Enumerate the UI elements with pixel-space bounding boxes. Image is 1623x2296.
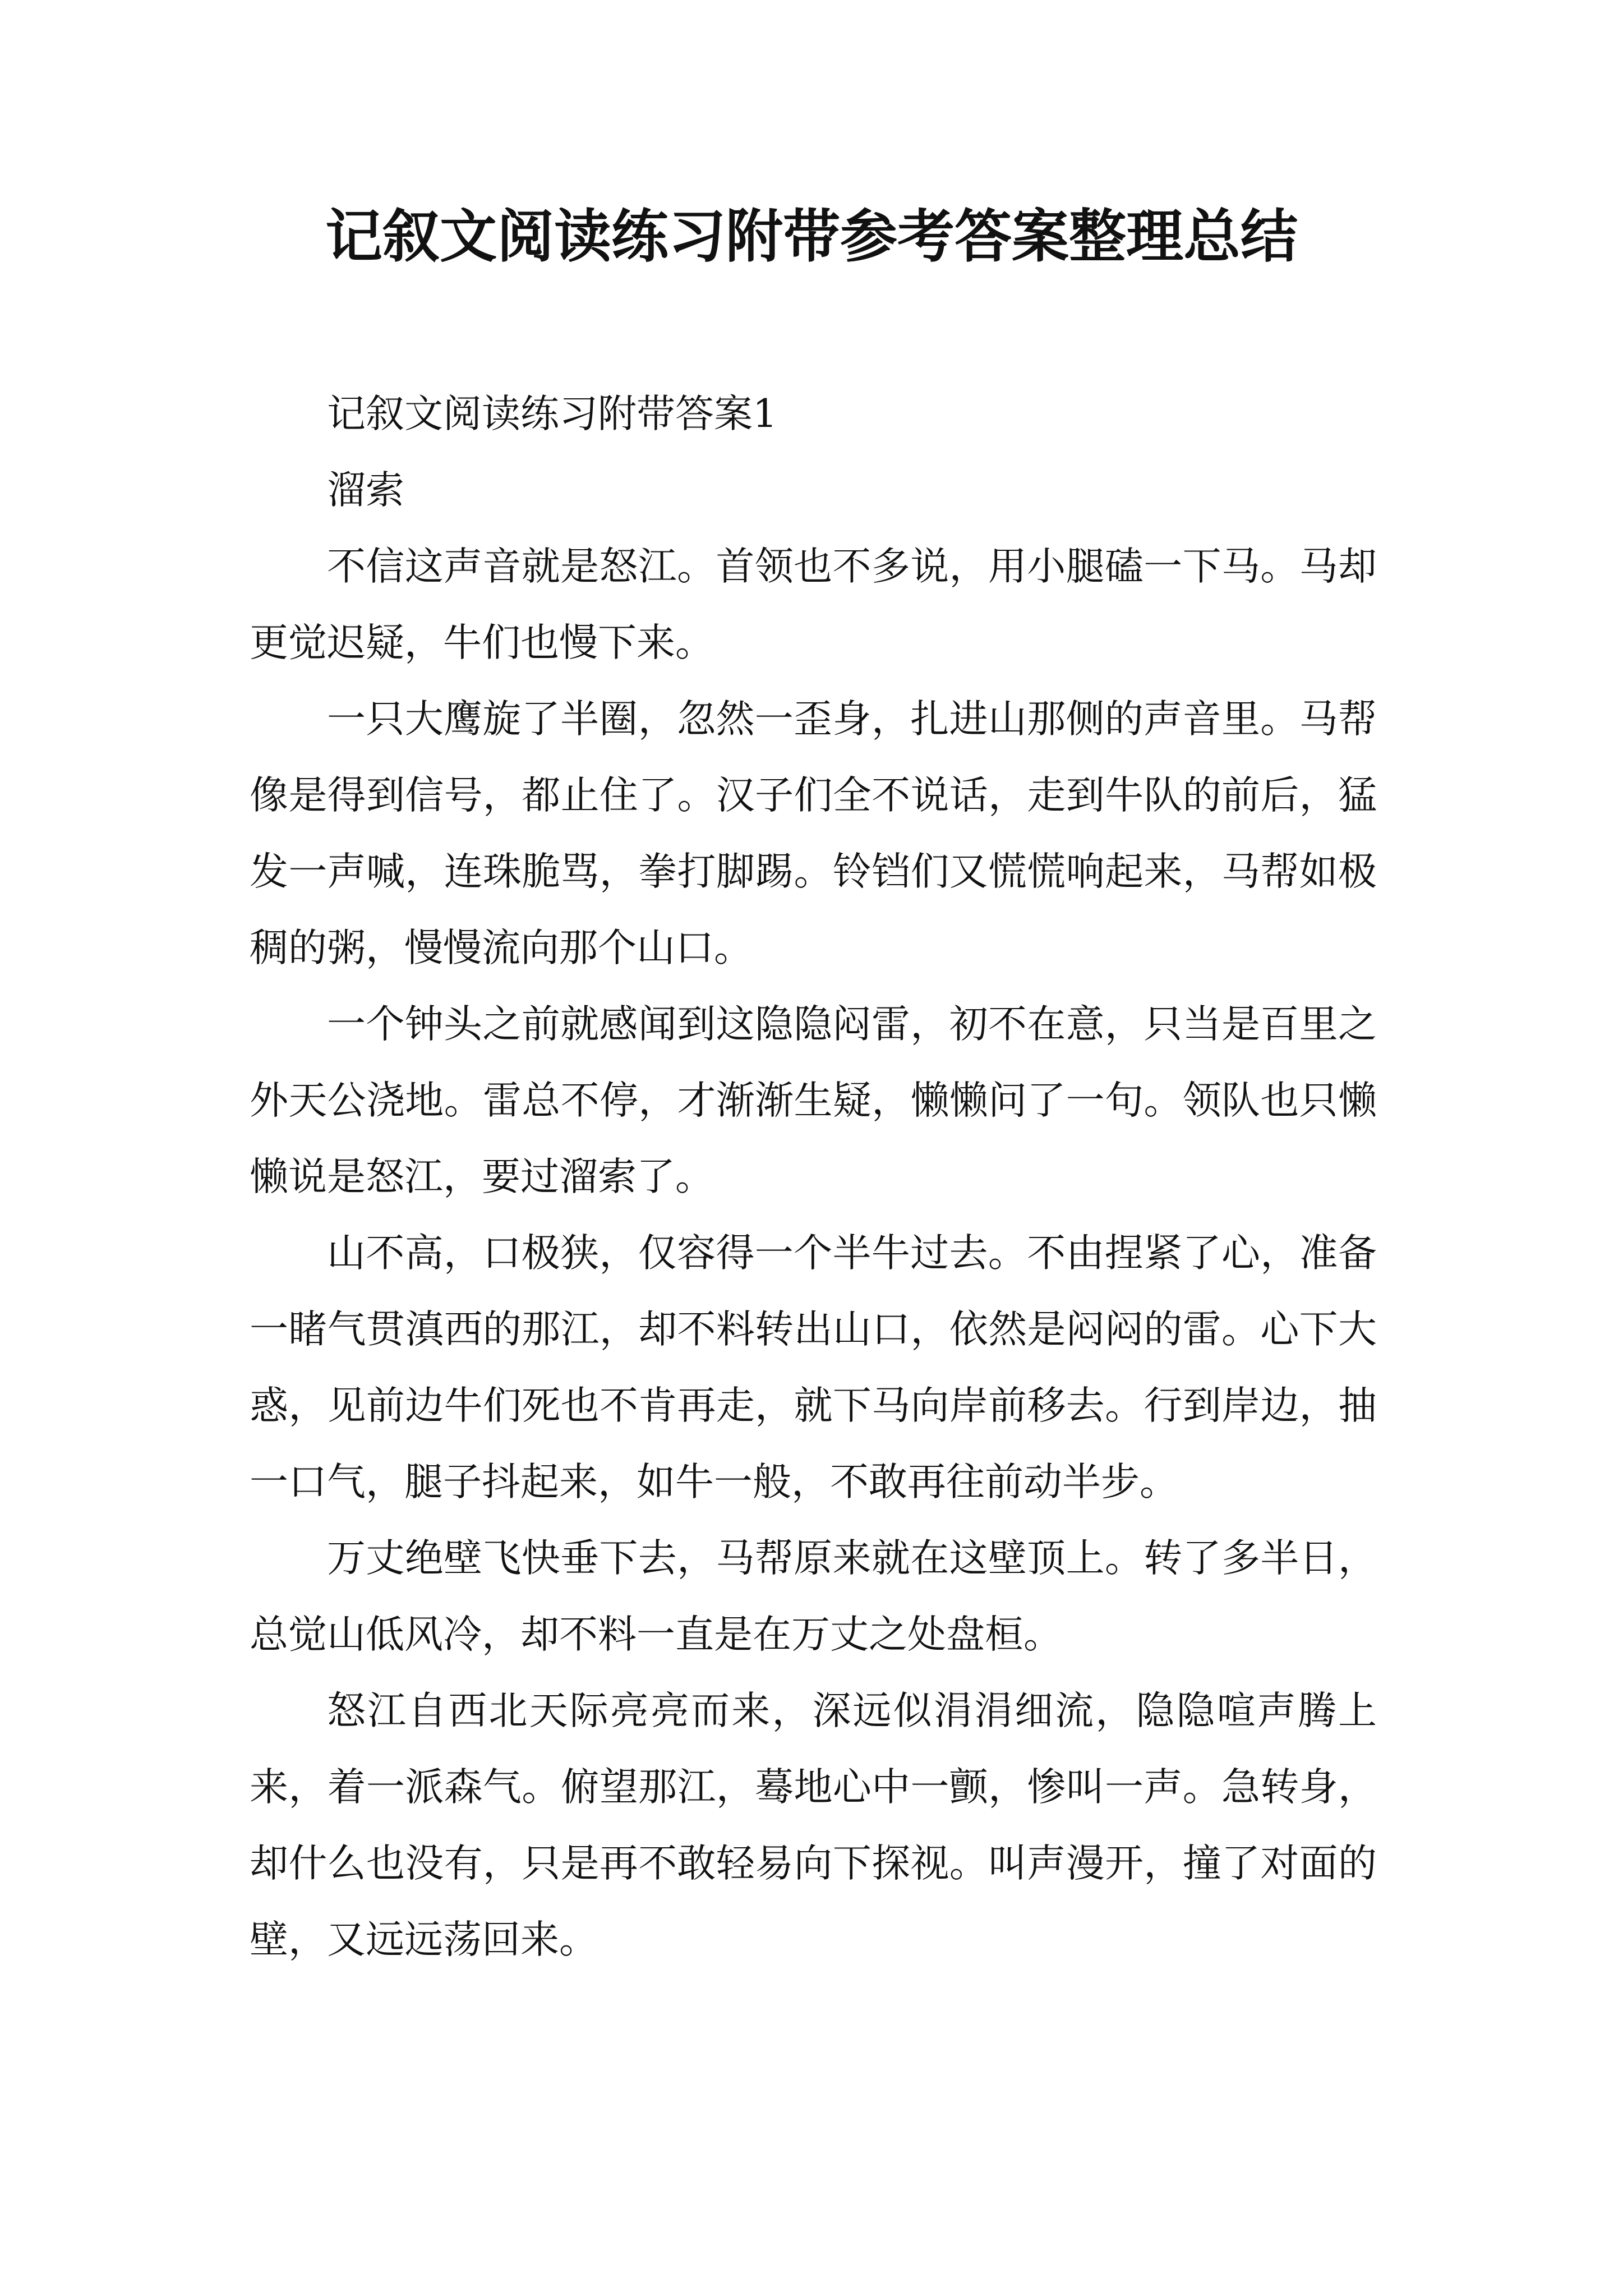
paragraph: 怒江自西北天际亮亮而来，深远似涓涓细流，隐隐喧声腾上来，着一派森气。俯望那江，蓦地心中一颤，惨叫一声。急转身，却什么也没有，只是再不敢轻易向下探视。叫声漫开，撞了对面的壁，又远远荡回来。 <box>250 1688 1377 1962</box>
document-title: 记叙文阅读练习附带参考答案整理总结 <box>325 203 1298 270</box>
paragraph: 万丈绝壁飞快垂下去，马帮原来就在这壁顶上。转了多半日，总觉山低风冷，却不料一直是在万丈之处盘桓。 <box>250 1536 1377 1657</box>
paragraph: 一个钟头之前就感闻到这隐隐闷雷，初不在意，只当是百里之外天公浇地。雷总不停，才渐渐生疑，懒懒问了一句。领队也只懒懒说是怒江，要过溜索了。 <box>250 1002 1377 1199</box>
story-title: 溜索 <box>327 468 404 513</box>
section-heading: 记叙文阅读练习附带答案1 <box>327 392 777 436</box>
document-body <box>250 376 1377 1978</box>
paragraph: 不信这声音就是怒江。首领也不多说，用小腿磕一下马。马却更觉迟疑，牛们也慢下来。 <box>250 544 1377 665</box>
paragraph: 一只大鹰旋了半圈，忽然一歪身，扎进山那侧的声音里。马帮像是得到信号，都止住了。汉子们全不说话，走到牛队的前后，猛发一声喊，连珠脆骂，拳打脚踢。铃铛们又慌慌响起来，马帮如极稠的粥，慢慢流向那个山口。 <box>250 697 1377 970</box>
paragraph: 山不高，口极狭，仅容得一个半牛过去。不由捏紧了心，准备一睹气贯滇西的那江，却不料转出山口，依然是闷闷的雷。心下大惑，见前边牛们死也不肯再走，就下马向岸前移去。行到岸边，抽一口气，腿子抖起来，如牛一般，不敢再往前动半步。 <box>250 1231 1377 1504</box>
